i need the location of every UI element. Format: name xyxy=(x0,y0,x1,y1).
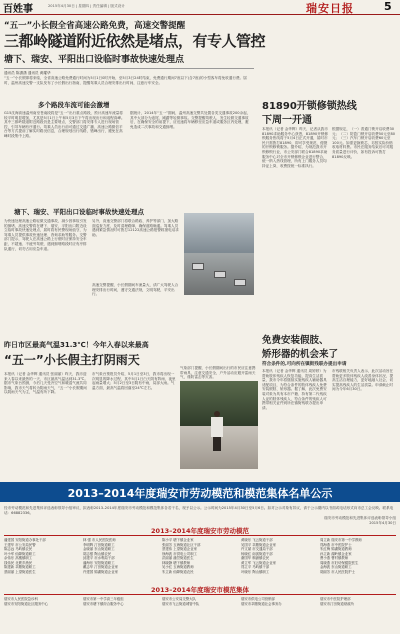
weather-photo xyxy=(180,381,258,469)
list-item: 黄晓东 飞云街道干部 xyxy=(241,538,273,542)
page-header xyxy=(0,0,400,15)
list-item: 林晓静 塘下镇教师 xyxy=(162,560,191,565)
list-item: 余伟东 高楼镇职工 xyxy=(4,556,33,560)
right-story2-column: 本报讯（记者 金华辉 通讯员 周婷婷）为帮助肢体残疾人恢复功能，提高生活质量，我市今年将继续实施残疾人辅助器具适配项目，为符合条件的肢体残疾人免费安装假肢、矫形器。据了解，此次免费安装对象为具有本市户籍、持有第二代残疾人证的肢体残疾人，符合条件的残疾人可携带相关证件到所在镇街残联办提出申请。 xyxy=(262,369,327,410)
list-item: 瑞安市莘塍街道社会事务办 xyxy=(241,601,282,606)
lead-section-title-1: 多个路段车流可能会激增 xyxy=(38,101,110,109)
list-item: 孙立新 湖岭镇企业家 xyxy=(320,551,352,556)
model-collectives-title: 2013–2014年度瑞安市模范集体 xyxy=(151,586,249,594)
model-workers-list xyxy=(4,538,396,574)
list-item: 金海波 东山街道职工 xyxy=(320,565,352,569)
model-collectives-list xyxy=(4,597,396,606)
list-item: 周立新 瑞安市第一中学教师 xyxy=(320,538,362,542)
list-item: 谢国华 桐浦镇农民 xyxy=(241,556,270,560)
newspaper-logo: 瑞安日报 xyxy=(306,2,354,15)
list-item: 戴志华 汀田街道企业家 xyxy=(83,565,118,569)
list-item: 李明辉 汀田街道职工 xyxy=(83,542,115,547)
weather-column: 市气象台预报员介绍，5月1日至3日，我市将出现一次明显的降水过程，其中5月1日白天阴有阵雨，夜里起雨量增大；5月2日至3日阴有中雨，局部大雨。气温方面，最高气温将回落至24℃左右。 xyxy=(92,372,176,390)
right-story2-headline: 免费安装假肢、 xyxy=(262,335,329,346)
photo-car xyxy=(192,263,204,270)
list-item: 许建国 锦湖街道企业家 xyxy=(83,569,118,574)
list-item: 钱伟民 北麂乡渔民 xyxy=(4,560,33,565)
right-story-subtitle: 下周一开通 xyxy=(262,115,312,126)
lead-column: G15沈海高速温州南至苍南段将是“五一”出行重点路段，预计高速车流量将较平时明显增加，尤其是5月1日上午和5月3日下午将出现出行和返程高峰。其中三都岭隧道附近路段仍是主要堵点，交警部门将安排专人进行现场管控，引导车辆有序通行。驾乘人员出行前可通过交通广播、高速公路微信平台等方式提前了解实时路况信息，合理规划出行线路，错峰出行，避免在高峰时段集中上路。 xyxy=(4,111,125,138)
right-story-title: 81890开锁修锁热线 xyxy=(262,101,357,112)
divider xyxy=(4,594,396,595)
announcement-banner xyxy=(0,482,400,502)
list-item: 朱红梅 锦湖街道教师 xyxy=(320,547,352,551)
lead-byline: 通讯员 陈潇潇 通讯员 黄耀华 xyxy=(4,71,51,75)
highway-photo xyxy=(184,213,254,295)
list-item: 吴国平 莘塍街道企业家 xyxy=(241,542,276,547)
list-item: 蔡建伟 上望街道企业家 xyxy=(162,547,197,551)
list-item: 郑海燕 市中医院护士 xyxy=(320,542,352,547)
list-item: 潘建国 安阳街道办事处干部 xyxy=(4,538,46,542)
lead-subhead: 塘下、瑞安、平阳出口设临时事故快速处理点 xyxy=(4,55,185,65)
divider xyxy=(4,68,254,69)
divider xyxy=(4,535,396,536)
list-item: 瑞安市中医院护理部 xyxy=(320,597,351,601)
list-item: 金晓丽 东山街道职工 xyxy=(83,547,115,551)
list-item: 许文斌 市交通局干部 xyxy=(241,547,273,551)
lead-kicker: “五一”小长假全省高速公路免费，高速交警提醒 xyxy=(4,21,186,31)
list-item: 胡丽芳 市人民医院护士 xyxy=(320,569,355,574)
list-item: 徐海波 市供电公司职工 xyxy=(162,551,197,556)
list-item: 瑞安市汀田街道财政所 xyxy=(320,601,354,606)
list-item: 郑立平 马屿镇干部 xyxy=(241,565,270,569)
list-item: 陈小平 塘下镇企业家 xyxy=(162,538,194,542)
right-story2-column: 市残联相关负责人表示，此次活动旨在帮助更多肢体残疾人改善身体状况，提高生活自理能力，更好地融入社会，切实提高残疾人的生活质量。申请截止时间为今年6月30日。 xyxy=(332,369,394,392)
list-item: 吴小红 玉海街道教师 xyxy=(162,565,194,569)
announcement-notice: 经市劳动模范和先进集体评选表彰领导小组审议，拟表彰2013–2014年度瑞安市劳动模范和模范集体各若干名，现予以公示。公示时间为2015年4月30日至5月6日。如对公示对象有异议，请于公示期内以书面或电话形式向市总工会反映。联系电话：66882336。 xyxy=(4,506,394,515)
list-item: 陈建新 莘塍街道职工 xyxy=(4,565,36,569)
list-item: 陈志远 马屿镇农民 xyxy=(4,547,33,551)
right-story-column: 本报讯（记者 金华辉）昨天，记者从我市81890求助服务中心获悉，81890开锁修锁服务热线将于5月4日正式开通，届时市民只需拨打81890，即可享受规范、便捷的开锁修锁服务。据介绍，为规范我市开锁修锁行业，市公安部门联合81890求助服务中心对全市开锁修锁企业进行整合，统一纳入热线管理，所有上门服务人员均持证上岗，收费按统一标准执行。 xyxy=(262,127,328,168)
list-item: 瑞安市第一中学高三年级组 xyxy=(83,597,124,601)
page-number: 5 xyxy=(384,0,392,13)
lead-column: 据统计，2014年“五一”期间，温州高速交警共处置各类交通事故200余起，其中大部分为追尾、剐蹭等轻微事故。交警提醒驾驶人，发生轻微交通事故后，在确保安全的前提下，应迅速将车辆移至应急车道或服务区内处理，避免造成二次事故和交通拥堵。 xyxy=(130,111,251,129)
issue-meta: 2015年4月30日 | 星期四 | 责任编辑 | 版式设计 xyxy=(48,4,125,8)
list-item: 胡志强 陶山镇农民 xyxy=(83,551,112,556)
lead-column: 高速交警提醒，小长假期间车流量大，请广大驾驶人合理安排出行时间，遵守交通法规，文明驾驶，平安出行。 xyxy=(92,283,179,297)
weather-kicker: 昨日市区最高气温31.3℃！今年入春以来最高 xyxy=(4,341,149,349)
list-item: 杨晓红 南滨街道干部 xyxy=(241,551,273,556)
weather-column: 本报讯（记者 金华辉 通讯员 张丽丽）昨天，我市迎来入春以来最热的一天，市区最高气温达到31.3℃。据市气象台预测，今后几天受冷空气和暖湿气流共同影响，我市天气将转为阴雨天气，“五一”小长假期间以阴雨天气为主，气温有所下降。 xyxy=(4,372,88,395)
list-item: 瑞安市供电公司营销部 xyxy=(241,597,275,601)
list-item: 邱建平 市水利局干部 xyxy=(83,556,115,560)
photo-buildings xyxy=(184,213,254,253)
list-item: 朱立新 仙降街道农民 xyxy=(162,569,194,574)
list-item: 林 强 市人民医院医师 xyxy=(83,538,116,542)
photo-woman xyxy=(210,411,224,451)
right-story2-headline-line2: 矫形器的机会来了 xyxy=(262,349,339,360)
lead-column: 另外，高速交警部门将联合路政、养护等部门，加大路面巡查力度，及时清理路障，确保道路畅通。驾乘人员遇到紧急情况时可拨打12122高速公路报警救援电话求助。 xyxy=(92,219,179,237)
list-item: 王建华 市公安局民警 xyxy=(4,542,36,547)
photo-car xyxy=(234,279,246,286)
list-item: 瑞安市人民医院急诊科 xyxy=(4,597,38,601)
announcement-signature: 瑞安市劳动模范和先进集体评选表彰领导小组 2015年4月30日 xyxy=(324,516,396,525)
lead-paragraph: “五一”小长假即将来临，全省高速公路免费通行时间为5月1日0时开始，至5月3日24时结束，免费通行期间7座以下(含7座)的小型客车将免收通行费。届时，温州高速交警一支队发布了小长假出行指南，提醒驾乘人员合理安排出行时间，注意行车安全。 xyxy=(4,76,247,85)
list-item: 瑞安市飞云街道城管中队 xyxy=(162,601,200,606)
lead-section-title-2: 塘下、瑞安、平阳出口设临时事故快速处理点 xyxy=(14,208,144,216)
list-item: 洪丽丽 潘岱街道医生 xyxy=(162,556,194,560)
list-item: 叶晓东 陶山镇职工 xyxy=(241,569,270,574)
model-workers-title: 2013–2014年度瑞安市劳动模范 xyxy=(151,527,249,535)
list-item: 张丽芳 玉海街道社区干部 xyxy=(162,542,201,547)
list-item: 周晓燕 市妇幼保健院医生 xyxy=(320,560,359,565)
lead-column: 为快速处理高速公路轻微交通事故，减少因事故引发的拥堵，高速交警将在塘下、瑞安、平阳出口附近设立临时事故快速处理点，届时将有民警现场值守，为驾乘人员提供事故快速处理、咨询求助等服务。交警部门提示，驾驶人在高速公路上行驶时应保持安全车距，不超速、不疲劳驾驶，遇到拥堵路段时应有序排队通行，切勿占用应急车道。 xyxy=(4,219,87,251)
list-item: 瑞安市公安局交警大队 xyxy=(162,597,196,601)
weather-column: 气象部门提醒，小长假期间出行的市民应注意携带雨具，注意交通安全，户外活动应避开雷雨天气，谨防雷击等灾害。 xyxy=(180,366,256,380)
photo-car xyxy=(214,271,226,278)
banner-title: 2013–2014年度瑞安市劳动模范和模范集体名单公示 xyxy=(67,487,333,500)
list-item: 曹小燕 曹村镇教师 xyxy=(320,556,349,560)
section-name: 百姓事 xyxy=(3,4,33,15)
lead-headline: 三都岭隧道附近依然是堵点，有专人管控 xyxy=(4,32,266,50)
weather-headline: “五一”小长假主打阴雨天 xyxy=(4,353,140,367)
list-item: 叶小军 仙降街道职工 xyxy=(4,551,36,556)
list-item: 蔡丽丽 上望街道医生 xyxy=(4,569,36,574)
list-item: 黄立军 飞云街道企业家 xyxy=(241,560,276,565)
right-story2-subhead: 符合条件的,可向所在镇街残联办提出申请 xyxy=(262,362,347,367)
list-item: 潘海东 安阳街道职工 xyxy=(83,560,115,565)
list-item: 瑞安市塘下镇综合服务中心 xyxy=(83,601,124,606)
list-item: 瑞安市安阳街道社区服务中心 xyxy=(4,601,49,606)
right-story-column: 根据规定，（一）普通门锁开启收费30元；（二）防盗门锁开启收费50元至80元；（三）汽车门锁开启收费60元至100元。如需更换锁芯，另按实际价格收取材料费。市民在服务结束后可对服务质量进行评价，如有投诉可拨打81890反映。 xyxy=(332,127,396,159)
